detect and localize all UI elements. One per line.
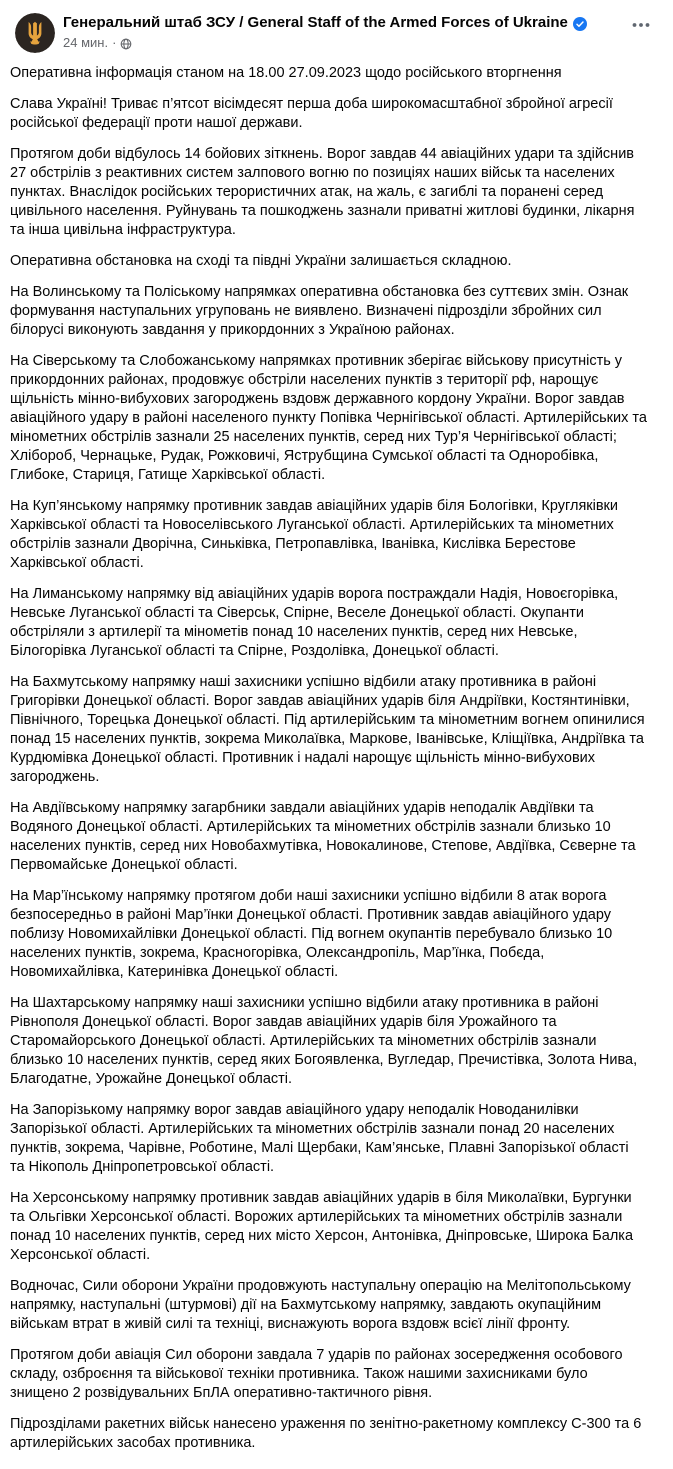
post-timestamp[interactable]: 24 мин. bbox=[63, 35, 109, 50]
post-paragraph: На Мар’їнському напрямку протягом доби наші захисники успішно відбили 8 атак ворога безпосередньо в районі Мар’їнки Донецької області. Противник завдав авіаційного удару поблизу Новомихайлівки Донецької області. Під вогнем окупантів перебувало близько 10 населених пунктів, зокрема, Красногорівка, Олександропіль, Мар’їнка, Побєда, Новомихайлівка, Катеринівка Донецької області. bbox=[10, 888, 613, 980]
post-paragraph: На Авдіївському напрямку загарбники завдали авіаційних ударів неподалік Авдіївки та Водяного Донецької області. Артилерійських та мінометних обстрілів зазнали близько 10 населених пунктів, серед них Новобахмутівка, Новокалинове, Степове, Авдіївка, Сєверне та Первомайське Донецької області. bbox=[10, 800, 636, 873]
post-paragraph: Протягом доби авіація Сил оборони завдала 7 ударів по районах зосередження особового складу, озброєння та військової техніки противника. Також нашими захисниками було знищено 2 розвідувальних БпЛА оперативно-тактичного рівня. bbox=[10, 1347, 623, 1401]
post-paragraph: Водночас, Сили оборони України продовжують наступальну операцію на Мелітопольському напрямку, наступальні (штурмові) дії на Бахмутському напрямку, завдають окупаційним військам втрат в живій силі та техніці, виснажують ворога вздовж всієї лінії фронту. bbox=[10, 1278, 631, 1332]
page-name[interactable]: Генеральний штаб ЗСУ / General Staff of the Armed Forces of Ukraine bbox=[63, 14, 568, 31]
post-paragraph: На Лиманському напрямку від авіаційних ударів ворога постраждали Надія, Новоєгорівка, Невське Луганської області та Сіверськ, Спірне, Веселе Донецької області. Окупанти обстріляли з артилерії та мінометів понад 10 населених пунктів, серед них Невське, Білогорівка Луганської області та Спірне, Роздолівка, Донецької області. bbox=[10, 586, 619, 659]
post-paragraph: На Волинському та Поліському напрямках оперативна обстановка без суттєвих змін. Ознак формування наступальних угруповань не виявлено. Визначені підрозділи збройних сил білорусі виконують завдання у прикордонних з Україною районах. bbox=[10, 284, 629, 338]
globe-icon bbox=[120, 38, 132, 50]
post-paragraph: На Сіверському та Слобожанському напрямках противник зберігає військову присутність у прикордонних районах, продовжує обстріли населених пунктів з території рф, нарощує щільність мінно-вибухових загороджень вздовж державного кордону України. Ворог завдав авіаційного удару в районі населеного пункту Попівка Чернігівської області. Артилерійських та мінометних обстрілів зазнали 25 населених пунктів, серед них Тур’я Чернігівської області; Хлібороб, Чернацьке, Рудак, Рожковичі, Яструбщина Сумської області та Одноробівка, Глибоке, Стариця, Гатище Харківської області. bbox=[10, 353, 647, 483]
post-header bbox=[0, 0, 673, 53]
post-paragraph: На Бахмутському напрямку наші захисники успішно відбили атаку противника в районі Григорівки Донецької області. Ворог завдав авіаційних ударів біля Андріївки, Костянтинівки, Північного, Торецька Донецької області. Під артилерійським та мінометним вогнем опинилися понад 15 населених пунктів, зокрема Миколаївка, Маркове, Іванівське, Кліщіївка, Андріївка та Курдюмівка Донецької області. Противник і надалі нарощує щільність мінно-вибухових загороджень. bbox=[10, 674, 645, 785]
verified-badge-icon bbox=[573, 17, 587, 31]
meta-separator: · bbox=[112, 35, 117, 50]
avatar[interactable] bbox=[15, 13, 55, 53]
post-paragraph: На Шахтарському напрямку наші захисники успішно відбили атаку противника в районі Рівнополя Донецької області. Ворог завдав авіаційних ударів біля Урожайного та Старомайорського Донецької області. Артилерійських та мінометних обстрілів зазнали близько 10 населених пунктів, серед яких Богоявленка, Вугледар, Пречистівка, Золота Нива, Благодатне, Урожайне Донецької області. bbox=[10, 995, 638, 1087]
ellipsis-menu-icon bbox=[631, 15, 651, 40]
post-text bbox=[0, 53, 673, 1469]
post-paragraph: На Запорізькому напрямку ворог завдав авіаційного удару неподалік Новоданилівки Запорізької області. Артилерійських та мінометних обстрілів зазнали понад 20 населених пунктів, зокрема, Чарівне, Роботине, Малі Щербаки, Кам’янське, Плавні Запорізької області та Нікополь Дніпропетровської області. bbox=[10, 1102, 629, 1175]
post-paragraph: Слава Україні! Триває п’ятсот вісімдесят перша доба широкомасштабної збройної агресії російської федерації проти нашої держави. bbox=[10, 96, 613, 131]
header-info bbox=[63, 13, 625, 51]
name-row bbox=[63, 13, 625, 33]
post-paragraph: На Херсонському напрямку противник завдав авіаційних ударів в біля Миколаївки, Бургунки та Ольгівки Херсонської області. Ворожих артилерійських та мінометних обстрілів зазнали понад 10 населених пунктів, серед них місто Херсон, Антонівка, Дніпровське, Широка Балка Херсонської області. bbox=[10, 1190, 634, 1263]
post-paragraph: Оперативна обстановка на сході та півдні України залишається складною. bbox=[10, 253, 512, 269]
post-paragraph: Протягом доби відбулось 14 бойових зіткнень. Ворог завдав 44 авіаційних удари та здійснив 27 обстрілів з реактивних систем залпового вогню по позиціях наших військ та населених пунктах. Внаслідок російських терористичних атак, на жаль, є загиблі та поранені серед цивільного населення. Руйнувань та пошкоджень зазнали приватні житлові будинки, лікарня та інша цивільна інфраструктура. bbox=[10, 146, 635, 238]
post-meta bbox=[63, 35, 625, 51]
post-paragraph: Оперативна інформація станом на 18.00 27.09.2023 щодо російського вторгнення bbox=[10, 65, 562, 81]
trident-emblem-icon bbox=[15, 13, 55, 53]
post-paragraph: Підрозділами ракетних військ нанесено ураження по зенітно-ракетному комплексу С-300 та 6 артилерійських засобах противника. bbox=[10, 1416, 642, 1451]
post-paragraph: На Куп’янському напрямку противник завдав авіаційних ударів біля Бологівки, Кругляківки Харківської області та Новоселівського Луганської області. Артилерійських та мінометних обстрілів зазнали Дворічна, Синьківка, Петропавлівка, Іванівка, Кислівка Берестове Харківської області. bbox=[10, 498, 619, 571]
post-options-button[interactable] bbox=[625, 11, 657, 43]
